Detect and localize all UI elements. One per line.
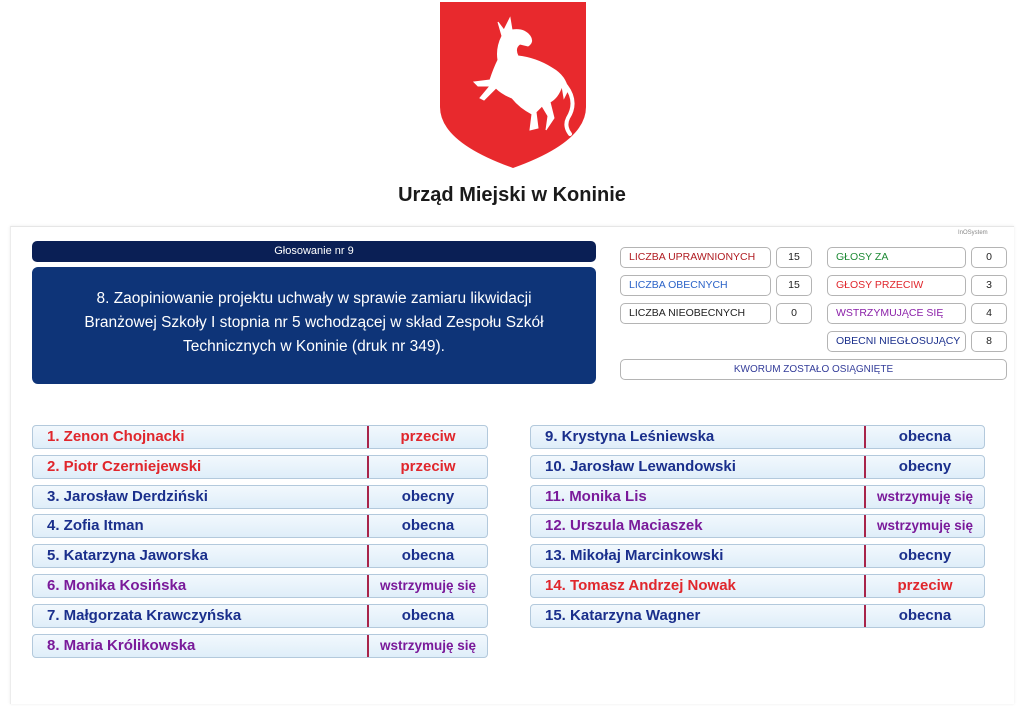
member-name: 10. Jarosław Lewandowski (531, 456, 866, 478)
quorum-status: KWORUM ZOSTAŁO OSIĄGNIĘTE (620, 359, 1007, 380)
stat-against-label: GŁOSY PRZECIW (827, 275, 966, 296)
stat-absent-label: LICZBA NIEOBECNYCH (620, 303, 771, 324)
member-row (32, 544, 488, 568)
stat-absent-value: 0 (776, 303, 812, 324)
member-row (530, 544, 985, 568)
vote-topic: 8. Zaopiniowanie projektu uchwały w sprawie zamiaru likwidacji Branżowej Szkoły I stopnia nr 5 wchodzącej w skład Zespołu Szkół Technicznych w Koninie (druk nr 349). (32, 267, 596, 384)
member-row (32, 425, 488, 449)
member-name: 12. Urszula Maciaszek (531, 515, 866, 537)
member-row (530, 425, 985, 449)
member-name: 3. Jarosław Derdziński (33, 486, 369, 508)
stat-entitled-label: LICZBA UPRAWNIONYCH (620, 247, 771, 268)
stat-against-value: 3 (971, 275, 1007, 296)
member-name: 2. Piotr Czerniejewski (33, 456, 369, 478)
page-title: Urząd Miejski w Koninie (398, 184, 626, 206)
member-name: 6. Monika Kosińska (33, 575, 369, 597)
stat-present-label: LICZBA OBECNYCH (620, 275, 771, 296)
stat-for-label: GŁOSY ZA (827, 247, 966, 268)
member-name: 1. Zenon Chojnacki (33, 426, 369, 448)
member-vote: obecna (898, 428, 952, 445)
member-vote: obecna (401, 547, 455, 564)
member-row (32, 604, 488, 628)
member-vote: wstrzymuję się (876, 518, 974, 533)
member-name: 11. Monika Lis (531, 486, 866, 508)
member-name: 15. Katarzyna Wagner (531, 605, 866, 627)
member-name: 7. Małgorzata Krawczyńska (33, 605, 369, 627)
member-row (530, 574, 985, 598)
member-row (530, 455, 985, 479)
member-row (530, 514, 985, 538)
member-vote: obecny (898, 547, 952, 564)
member-vote: obecny (401, 488, 455, 505)
stat-present-not-voting-value: 8 (971, 331, 1007, 352)
stat-abstain-label: WSTRZYMUJĄCE SIĘ (827, 303, 966, 324)
vote-number-header: Głosowanie nr 9 (32, 241, 596, 262)
coat-of-arms-logo (440, 2, 586, 170)
member-vote: obecny (898, 458, 952, 475)
stat-entitled-value: 15 (776, 247, 812, 268)
member-vote: obecna (898, 607, 952, 624)
member-row (32, 634, 488, 658)
stat-present-not-voting-label: OBECNI NIEGŁOSUJĄCY (827, 331, 966, 352)
member-vote: obecna (401, 607, 455, 624)
member-vote: wstrzymuję się (379, 578, 477, 593)
member-row (530, 604, 985, 628)
member-name: 4. Zofia Itman (33, 515, 369, 537)
member-vote: obecna (401, 517, 455, 534)
member-name: 8. Maria Królikowska (33, 635, 369, 657)
member-name: 14. Tomasz Andrzej Nowak (531, 575, 866, 597)
stat-abstain-value: 4 (971, 303, 1007, 324)
stat-present-value: 15 (776, 275, 812, 296)
member-name: 9. Krystyna Leśniewska (531, 426, 866, 448)
member-vote: przeciw (897, 577, 953, 594)
member-vote: przeciw (400, 428, 456, 445)
member-vote: wstrzymuję się (876, 489, 974, 504)
member-row (32, 574, 488, 598)
member-vote: wstrzymuję się (379, 638, 477, 653)
member-row (32, 514, 488, 538)
member-row (530, 485, 985, 509)
member-vote: przeciw (400, 458, 456, 475)
system-brand: InOSystem (958, 230, 988, 236)
member-name: 13. Mikołaj Marcinkowski (531, 545, 866, 567)
member-row (32, 455, 488, 479)
member-row (32, 485, 488, 509)
member-name: 5. Katarzyna Jaworska (33, 545, 369, 567)
stat-for-value: 0 (971, 247, 1007, 268)
